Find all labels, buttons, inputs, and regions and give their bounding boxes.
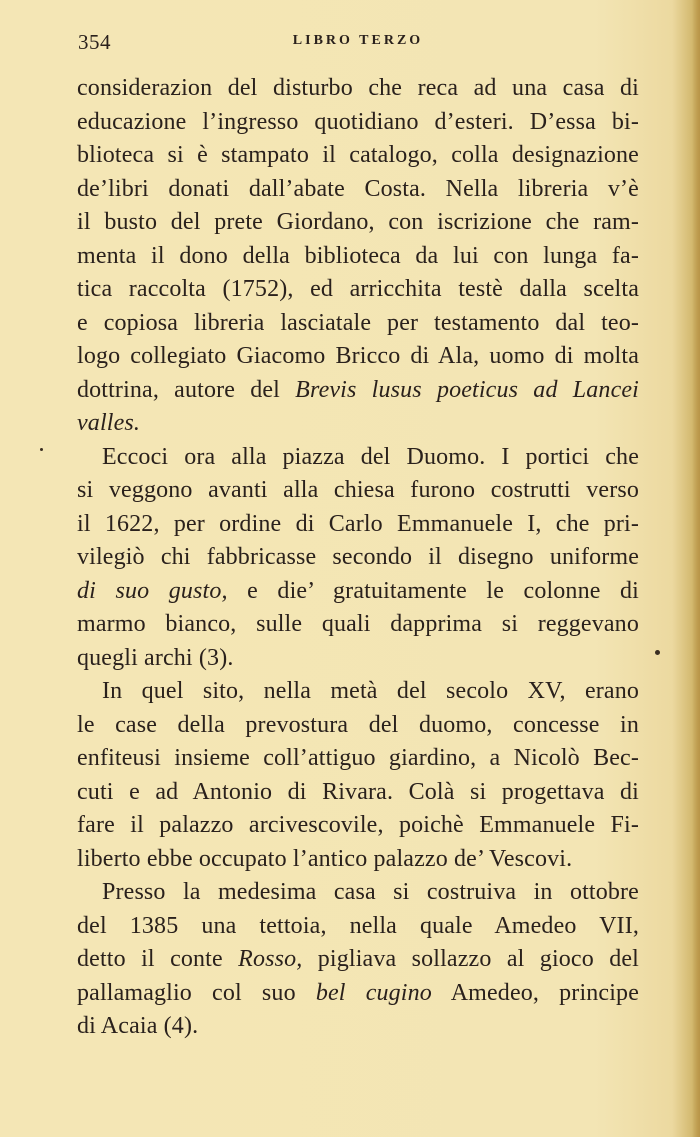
text-line	[77, 173, 639, 207]
text-line	[77, 541, 639, 575]
text-run: cuti e ad Antonio di Rivara. Colà si progettava di	[77, 778, 639, 805]
text-run: le case della prevostura del duomo, concesse in	[77, 711, 639, 738]
text-run: e copiosa libreria lasciatale per testamento dal teo-	[77, 309, 639, 336]
text-run: detto il conte	[77, 946, 239, 972]
italic-text-run: Rosso,	[238, 946, 303, 972]
text-line	[77, 407, 639, 441]
text-line	[77, 876, 639, 910]
page-edge-shadow	[692, 0, 700, 1137]
text-run: fare il palazzo arcivescovile, poichè Emmanuele Fi-	[77, 812, 639, 838]
page-number: 354	[78, 30, 111, 54]
text-line	[77, 608, 639, 642]
text-line	[77, 240, 639, 274]
text-line	[77, 675, 639, 709]
paragraph	[77, 441, 639, 676]
text-line	[77, 1010, 639, 1044]
text-line	[77, 742, 639, 776]
text-line	[77, 206, 639, 240]
body-text	[77, 72, 639, 1044]
text-run: di Acaia (4).	[77, 1013, 199, 1039]
text-run: pigliava sollazzo al gioco del	[302, 946, 639, 972]
text-run: del 1385 una tettoia, nella quale Amedeo VII,	[77, 912, 639, 939]
text-run: tica raccolta (1752), ed arricchita testè dalla scelta	[77, 276, 639, 302]
text-line	[77, 374, 639, 408]
text-line	[77, 508, 639, 542]
running-head	[78, 30, 638, 56]
text-run: In quel sito, nella metà del secolo XV, erano	[102, 678, 639, 704]
text-run: blioteca si è stampato il catalogo, colla designazione	[77, 142, 639, 168]
text-run: educazione l’ingresso quotidiano d’esteri. D’essa bi-	[77, 108, 639, 135]
text-run: pallamaglio col suo	[77, 979, 316, 1006]
text-line	[77, 809, 639, 843]
text-line	[77, 273, 639, 307]
text-run: quegli archi (3).	[77, 644, 234, 671]
text-run: e die’ gratuitamente le colonne di	[227, 577, 639, 604]
text-line	[77, 441, 639, 475]
ink-speck	[40, 448, 43, 451]
paragraph	[77, 675, 639, 876]
paragraph	[77, 72, 639, 441]
text-line	[77, 106, 639, 140]
text-line	[77, 340, 639, 374]
paragraph	[77, 876, 639, 1044]
text-run: menta il dono della biblioteca da lui con lunga fa-	[77, 242, 639, 269]
text-line	[77, 642, 639, 676]
text-run: dottrina, autore del	[77, 376, 296, 403]
text-run: marmo bianco, sulle quali dapprima si reggevano	[77, 611, 639, 637]
text-run: Eccoci ora alla piazza del Duomo. I portici che	[102, 443, 639, 470]
text-line	[77, 474, 639, 508]
italic-text-run: Brevis lusus poeticus ad Lancei	[295, 376, 639, 403]
text-line	[77, 977, 639, 1011]
text-run: il busto del prete Giordano, con iscrizione che ram-	[77, 209, 639, 235]
italic-text-run: valles.	[77, 410, 141, 436]
text-run: liberto ebbe occupato l’antico palazzo de’ Vescovi.	[77, 845, 573, 872]
text-run: il 1622, per ordine di Carlo Emmanuele I, che pri-	[77, 510, 639, 537]
text-run: de’libri donati dall’abate Costa. Nella libreria v’è	[77, 175, 639, 202]
text-run: enfiteusi insieme coll’attiguo giardino, a Nicolò Bec-	[77, 745, 639, 771]
text-run: Amedeo, principe	[431, 979, 639, 1006]
text-run: vilegiò chi fabbricasse secondo il disegno uniforme	[77, 544, 639, 570]
text-run: logo collegiato Giacomo Bricco di Ala, uomo di molta	[77, 343, 639, 369]
text-line	[77, 843, 639, 877]
text-line	[77, 139, 639, 173]
italic-text-run: bel cugino	[315, 979, 432, 1006]
text-run: considerazion del disturbo che reca ad una casa di	[77, 75, 639, 101]
text-line	[77, 709, 639, 743]
italic-text-run: di suo gusto,	[77, 577, 228, 604]
text-run: si veggono avanti alla chiesa furono costrutti verso	[77, 477, 639, 503]
text-line	[77, 910, 639, 944]
running-title: LIBRO TERZO	[292, 33, 424, 48]
text-line	[77, 307, 639, 341]
text-run: Presso la medesima casa si costruiva in ottobre	[102, 879, 639, 905]
text-line	[77, 575, 639, 609]
ink-speck	[655, 650, 660, 655]
text-line	[77, 943, 639, 977]
text-line	[77, 72, 639, 106]
text-line	[77, 776, 639, 810]
